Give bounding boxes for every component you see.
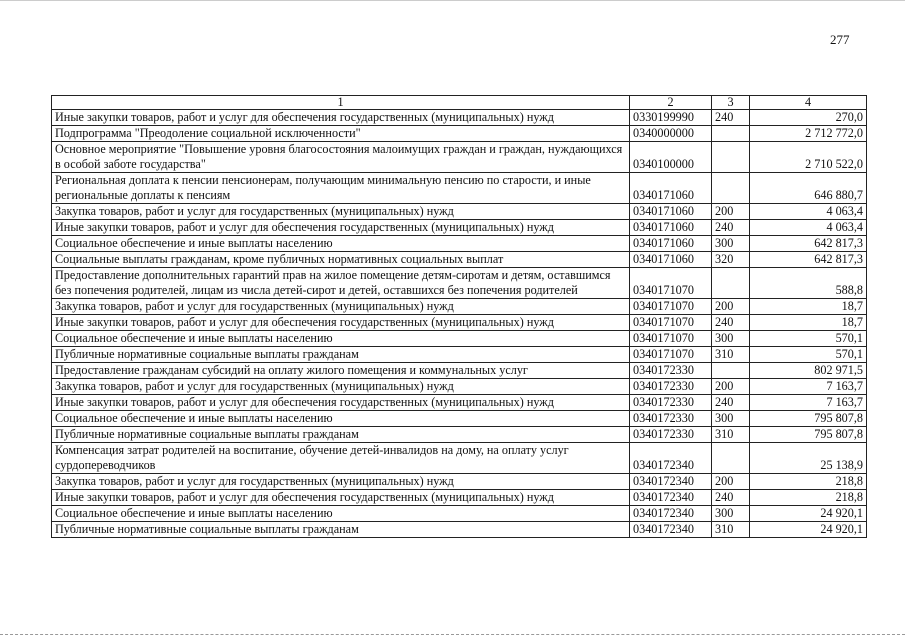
table-row: [52, 110, 867, 126]
row-sum-cell: 802 971,5: [750, 363, 867, 379]
row-sum-cell: 270,0: [750, 110, 867, 126]
row-code-cell: 0340171060: [630, 236, 712, 252]
row-name-cell: Публичные нормативные социальные выплаты гражданам: [52, 427, 630, 443]
row-sum-cell: 646 880,7: [750, 173, 867, 204]
row-sum-cell: 18,7: [750, 315, 867, 331]
table-row: [52, 142, 867, 173]
table-row: [52, 252, 867, 268]
row-vr-cell: 310: [712, 347, 750, 363]
row-sum-cell: 24 920,1: [750, 506, 867, 522]
table-row: [52, 506, 867, 522]
row-code-cell: 0340171070: [630, 268, 712, 299]
row-code-cell: 0340172330: [630, 395, 712, 411]
row-sum-cell: 642 817,3: [750, 252, 867, 268]
row-vr-cell: 240: [712, 315, 750, 331]
row-vr-cell: 240: [712, 395, 750, 411]
scan-edge-bottom: [0, 634, 905, 636]
table-row: [52, 490, 867, 506]
row-name-cell: Социальное обеспечение и иные выплаты населению: [52, 236, 630, 252]
row-name-cell: Закупка товаров, работ и услуг для государственных (муниципальных) нужд: [52, 379, 630, 395]
row-name-cell: Иные закупки товаров, работ и услуг для обеспечения государственных (муниципальных) нужд: [52, 395, 630, 411]
table-body: [52, 110, 867, 538]
row-vr-cell: [712, 126, 750, 142]
row-code-cell: 0340171070: [630, 299, 712, 315]
table-row: [52, 395, 867, 411]
row-sum-cell: 795 807,8: [750, 427, 867, 443]
row-name-cell: Региональная доплата к пенсии пенсионерам, получающим минимальную пенсию по старости, и иные региональные доплаты к пенсиям: [52, 173, 630, 204]
row-code-cell: 0340172330: [630, 363, 712, 379]
row-vr-cell: 300: [712, 236, 750, 252]
table-row: [52, 363, 867, 379]
row-vr-cell: 300: [712, 411, 750, 427]
row-sum-cell: 4 063,4: [750, 204, 867, 220]
row-vr-cell: 300: [712, 506, 750, 522]
row-code-cell: 0340172340: [630, 490, 712, 506]
row-code-cell: 0340171070: [630, 331, 712, 347]
row-code-cell: 0340172340: [630, 506, 712, 522]
column-header-sum: 4: [750, 96, 867, 110]
row-sum-cell: 795 807,8: [750, 411, 867, 427]
row-vr-cell: 300: [712, 331, 750, 347]
row-name-cell: Публичные нормативные социальные выплаты гражданам: [52, 347, 630, 363]
table-row: [52, 443, 867, 474]
table-row: [52, 379, 867, 395]
row-sum-cell: 4 063,4: [750, 220, 867, 236]
row-code-cell: 0340172330: [630, 379, 712, 395]
row-name-cell: Социальные выплаты гражданам, кроме публичных нормативных социальных выплат: [52, 252, 630, 268]
table-row: [52, 220, 867, 236]
row-code-cell: 0340172340: [630, 522, 712, 538]
row-code-cell: 0340172330: [630, 427, 712, 443]
row-sum-cell: 25 138,9: [750, 443, 867, 474]
row-vr-cell: [712, 173, 750, 204]
table-row: [52, 299, 867, 315]
column-header-vr: 3: [712, 96, 750, 110]
row-name-cell: Предоставление дополнительных гарантий прав на жилое помещение детям-сиротам и детям, оставшимся без попечения родителей, лицам из числа детей-сирот и детей, оставшихся без попечения родителей: [52, 268, 630, 299]
table-row: [52, 236, 867, 252]
scan-edge-top: [0, 0, 905, 1]
row-vr-cell: 240: [712, 490, 750, 506]
row-vr-cell: 200: [712, 379, 750, 395]
row-sum-cell: 24 920,1: [750, 522, 867, 538]
row-vr-cell: 240: [712, 220, 750, 236]
row-sum-cell: 7 163,7: [750, 379, 867, 395]
row-vr-cell: [712, 142, 750, 173]
table-row: [52, 347, 867, 363]
table-row: [52, 474, 867, 490]
row-name-cell: Иные закупки товаров, работ и услуг для обеспечения государственных (муниципальных) нужд: [52, 110, 630, 126]
row-name-cell: Подпрограмма "Преодоление социальной исключенности": [52, 126, 630, 142]
table-row: [52, 411, 867, 427]
row-sum-cell: 2 712 772,0: [750, 126, 867, 142]
row-name-cell: Социальное обеспечение и иные выплаты населению: [52, 506, 630, 522]
row-sum-cell: 18,7: [750, 299, 867, 315]
row-vr-cell: 200: [712, 204, 750, 220]
row-name-cell: Социальное обеспечение и иные выплаты населению: [52, 331, 630, 347]
row-name-cell: Предоставление гражданам субсидий на оплату жилого помещения и коммунальных услуг: [52, 363, 630, 379]
row-code-cell: 0340171060: [630, 220, 712, 236]
table-row: [52, 126, 867, 142]
row-code-cell: 0340100000: [630, 142, 712, 173]
row-vr-cell: 240: [712, 110, 750, 126]
row-code-cell: 0340172330: [630, 411, 712, 427]
row-vr-cell: [712, 443, 750, 474]
table-row: [52, 315, 867, 331]
row-sum-cell: 588,8: [750, 268, 867, 299]
row-code-cell: 0340171060: [630, 252, 712, 268]
row-sum-cell: 642 817,3: [750, 236, 867, 252]
table-row: [52, 173, 867, 204]
page-number: 277: [830, 32, 850, 47]
row-name-cell: Закупка товаров, работ и услуг для государственных (муниципальных) нужд: [52, 299, 630, 315]
row-vr-cell: 200: [712, 299, 750, 315]
row-sum-cell: 218,8: [750, 474, 867, 490]
row-code-cell: 0340172340: [630, 443, 712, 474]
row-vr-cell: 310: [712, 427, 750, 443]
table-row: [52, 204, 867, 220]
row-vr-cell: [712, 363, 750, 379]
column-header-code: 2: [630, 96, 712, 110]
column-header-name: 1: [52, 96, 630, 110]
row-name-cell: Иные закупки товаров, работ и услуг для обеспечения государственных (муниципальных) нужд: [52, 315, 630, 331]
table-row: [52, 268, 867, 299]
row-name-cell: Основное мероприятие "Повышение уровня благосостояния малоимущих граждан и граждан, нуждающихся в особой заботе государства": [52, 142, 630, 173]
row-code-cell: 0330199990: [630, 110, 712, 126]
row-sum-cell: 7 163,7: [750, 395, 867, 411]
row-code-cell: 0340171070: [630, 347, 712, 363]
row-code-cell: 0340000000: [630, 126, 712, 142]
row-vr-cell: [712, 268, 750, 299]
row-name-cell: Социальное обеспечение и иные выплаты населению: [52, 411, 630, 427]
table-row: [52, 522, 867, 538]
row-vr-cell: 320: [712, 252, 750, 268]
row-sum-cell: 218,8: [750, 490, 867, 506]
row-code-cell: 0340172340: [630, 474, 712, 490]
row-code-cell: 0340171060: [630, 173, 712, 204]
row-name-cell: Иные закупки товаров, работ и услуг для обеспечения государственных (муниципальных) нужд: [52, 220, 630, 236]
table-row: [52, 331, 867, 347]
row-name-cell: Компенсация затрат родителей на воспитание, обучение детей-инвалидов на дому, на оплату услуг сурдопереводчиков: [52, 443, 630, 474]
header-row: [52, 96, 867, 110]
budget-table: [51, 95, 867, 538]
row-code-cell: 0340171070: [630, 315, 712, 331]
row-code-cell: 0340171060: [630, 204, 712, 220]
row-sum-cell: 570,1: [750, 347, 867, 363]
row-name-cell: Публичные нормативные социальные выплаты гражданам: [52, 522, 630, 538]
row-name-cell: Закупка товаров, работ и услуг для государственных (муниципальных) нужд: [52, 204, 630, 220]
row-vr-cell: 310: [712, 522, 750, 538]
row-name-cell: Иные закупки товаров, работ и услуг для обеспечения государственных (муниципальных) нужд: [52, 490, 630, 506]
row-vr-cell: 200: [712, 474, 750, 490]
row-sum-cell: 570,1: [750, 331, 867, 347]
row-name-cell: Закупка товаров, работ и услуг для государственных (муниципальных) нужд: [52, 474, 630, 490]
table-row: [52, 427, 867, 443]
row-sum-cell: 2 710 522,0: [750, 142, 867, 173]
